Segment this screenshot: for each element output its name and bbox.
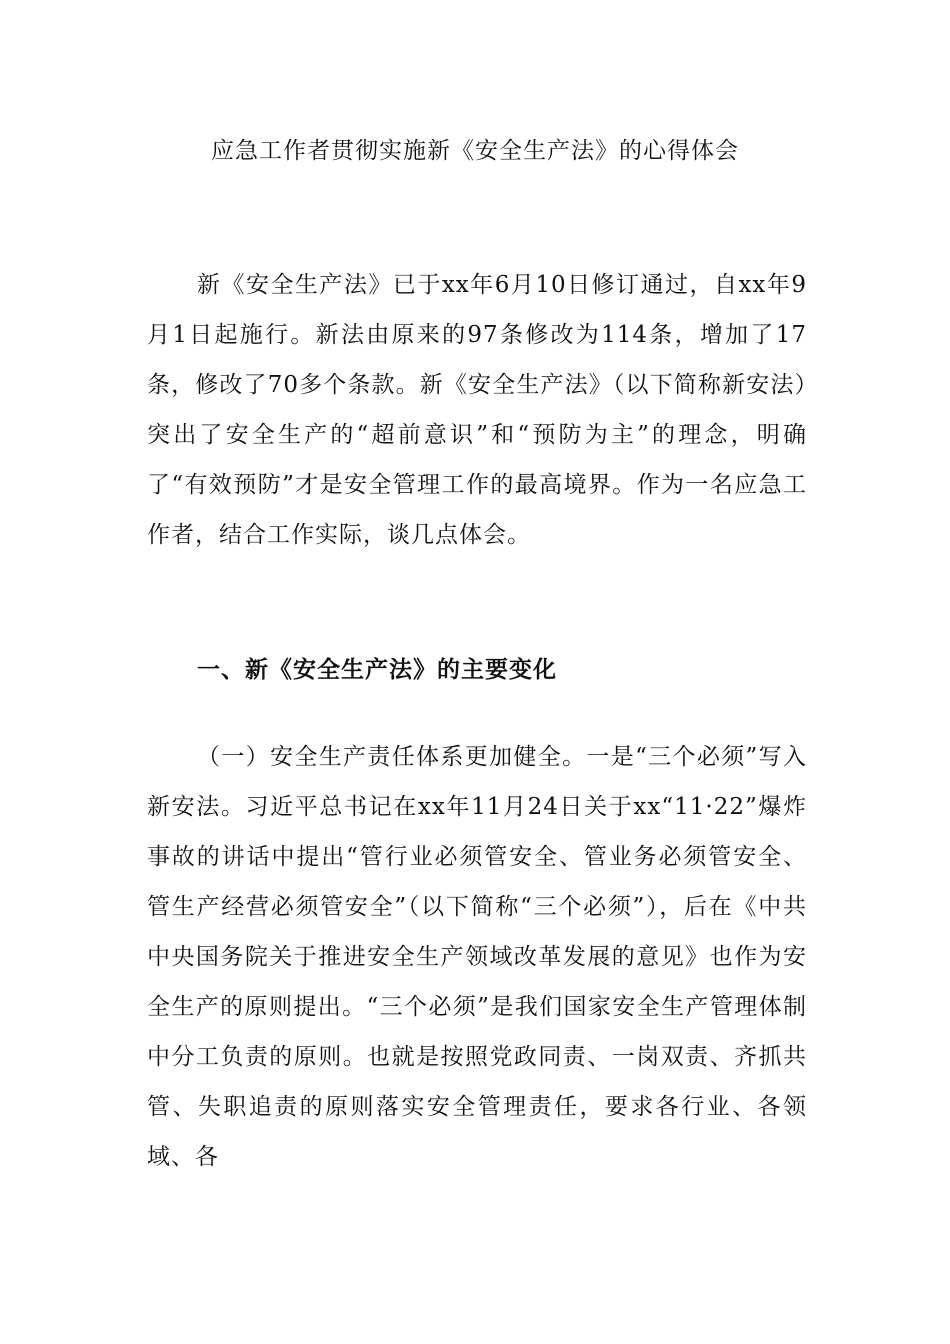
section-heading: 一、新《安全生产法》的主要变化 xyxy=(197,656,557,683)
section-paragraph: （一）安全生产责任体系更加健全。一是“三个必须”写入新安法。习近平总书记在xx年11月24日关于xx“11·22”爆炸事故的讲话中提出“管行业必须管安全、管业务必须管安全、管生产经营必须管安全”（以下简称“三个必须”），后在《中共中央国务院关于推进安全生产领域改革发展的意见》也作为安全生产的原则提出。“三个必须”是我们国家安全生产管理体制中分工负责的原则。也就是按照党政同责、一岗双责、齐抓共管、失职追责的原则落实安全管理责任，要求各行业、各领域、各 xyxy=(147,744,807,1170)
intro-paragraph: 新《安全生产法》已于xx年6月10日修订通过，自xx年9月1日起施行。新法由原来的97条修改为114条，增加了17条，修改了70多个条款。新《安全生产法》（以下简称新安法）突出了安全生产的“超前意识”和“预防为主”的理念，明确了“有效预防”才是安全管理工作的最高境界。作为一名应急工作者，结合工作实际，谈几点体会。 xyxy=(147,272,807,548)
document-title: 应急工作者贯彻实施新《安全生产法》的心得体会 xyxy=(211,138,739,164)
